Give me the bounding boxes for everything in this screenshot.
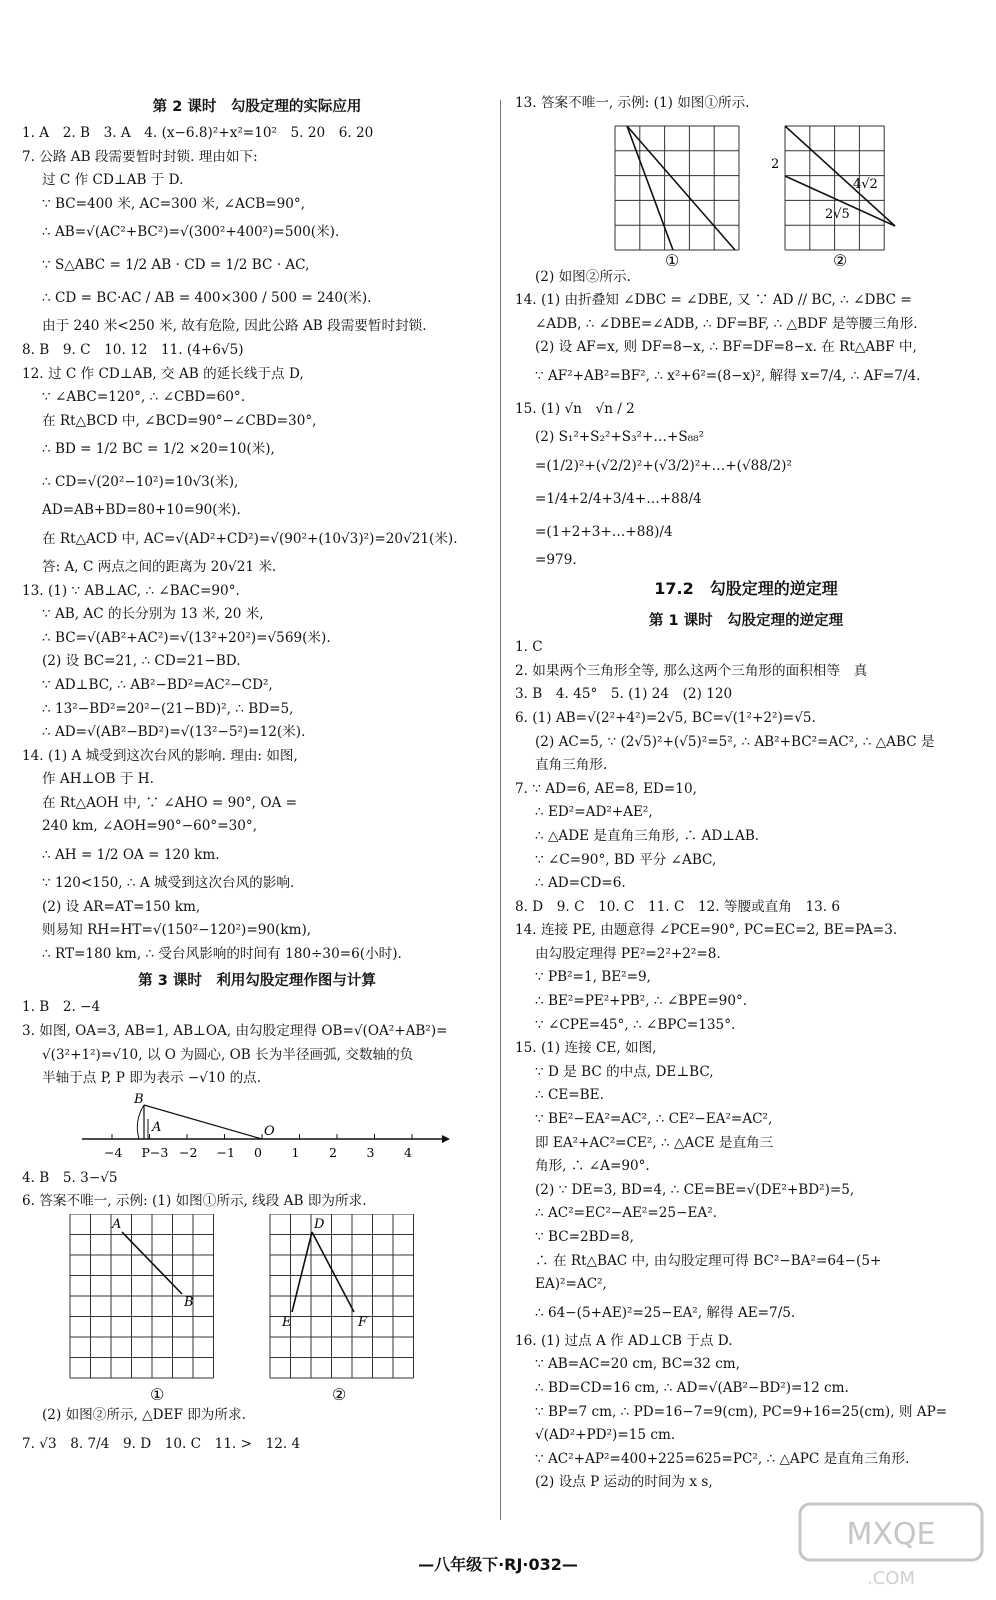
column-divider <box>500 100 501 1520</box>
answer-line: 4. B 5. 3−√5 <box>22 1169 118 1186</box>
answer-line: 240 km, ∠AOH=90°−60°=30°, <box>42 818 258 835</box>
grid-figures-left-svg <box>22 1214 492 1404</box>
answer-line: 6. (1) AB=√(2²+4²)=2√5, BC=√(1²+2²)=√5. <box>515 709 816 726</box>
answer-line: ∵ S△ABC = 1/2 AB · CD = 1/2 BC · AC, <box>42 257 310 274</box>
answer-line: √(AD²+PD²)=15 cm. <box>535 1427 676 1444</box>
answer-line: 6. 答案不唯一, 示例: (1) 如图①所示, 线段 AB 即为所求. <box>22 1193 367 1210</box>
answer-line: 8. D 9. C 10. C 11. C 12. 等腰或直角 13. 6 <box>515 898 841 915</box>
answer-line: ∵ PB²=1, BE²=9, <box>535 969 651 986</box>
answer-line: ∴ AH = 1/2 OA = 120 km. <box>42 847 220 864</box>
answer-line: ∴ BD=CD=16 cm, ∴ AD=√(AB²−BD²)=12 cm. <box>535 1379 849 1396</box>
answer-line: ∴ BC=√(AB²+AC²)=√(13²+20²)=√569(米). <box>42 629 331 646</box>
answer-line: ∴ △ADE 是直角三角形, ∴ AD⊥AB. <box>535 827 760 844</box>
answer-line: 直角三角形. <box>535 757 608 774</box>
answer-line: ∴ AB=√(AC²+BC²)=√(300²+400²)=500(米). <box>42 224 340 241</box>
answer-line: ∵ BE²−EA²=AC², ∴ CE²−EA²=AC², <box>535 1111 773 1128</box>
nl-point-o: O <box>264 1123 275 1139</box>
number-line-tick-label: 0 <box>254 1144 262 1160</box>
number-line-tick-label: 2 <box>329 1144 337 1160</box>
answer-line: 15. (1) √n √n / 2 <box>515 400 635 417</box>
answer-line: 由于 240 米<250 米, 故有危险, 因此公路 AB 段需要暂时封锁. <box>42 318 427 335</box>
answer-line: 3. B 4. 45° 5. (1) 24 (2) 120 <box>515 686 733 703</box>
section-heading: 17.2 勾股定理的逆定理 <box>654 579 838 599</box>
answer-line: ∴ CE=BE. <box>535 1087 604 1104</box>
fig-label-r1: ① <box>665 250 680 266</box>
answer-line: (2) AC=5, ∵ (2√5)²+(√5)²=5², ∴ AB²+BC²=AC², ∴ △ABC 是 <box>535 733 935 750</box>
grid-label-d: D <box>314 1217 325 1232</box>
answer-line: ∴ BE²=PE²+PB², ∴ ∠BPE=90°. <box>535 993 748 1010</box>
fig-label-2: ② <box>332 1385 347 1404</box>
number-line-figure <box>22 1091 492 1167</box>
grid-figures-right <box>515 116 977 266</box>
answer-line: 13. 答案不唯一, 示例: (1) 如图①所示. <box>515 95 750 111</box>
answer-line: AD=AB+BD=80+10=90(米). <box>42 502 241 519</box>
grid-label-2r5: 2√5 <box>825 206 850 222</box>
answer-line: 1. B 2. −4 <box>22 999 101 1016</box>
number-line-tick-label: −2 <box>179 1144 198 1160</box>
answer-line: ∴ BD = 1/2 BC = 1/2 ×20=10(米), <box>42 441 275 458</box>
answer-line: 7. 公路 AB 段需要暂时封锁. 理由如下: <box>22 148 258 165</box>
grid-label-4r2: 4√2 <box>853 176 878 192</box>
answer-line: ∴ AD=CD=6. <box>535 875 626 892</box>
answer-line: 2. 如果两个三角形全等, 那么这两个三角形的面积相等 真 <box>515 662 868 679</box>
left-column <box>22 92 492 1461</box>
answer-line: 3. 如图, OA=3, AB=1, AB⊥OA, 由勾股定理得 OB=√(OA²+AB²)= <box>22 1023 448 1040</box>
answer-line: ∵ D 是 BC 的中点, DE⊥BC, <box>535 1063 714 1080</box>
watermark-logo <box>796 1500 986 1592</box>
answer-line: ∠ADB, ∴ ∠DBE=∠ADB, ∴ DF=BF, ∴ △BDF 是等腰三角形. <box>535 315 918 332</box>
fig-label-r2: ② <box>833 250 848 266</box>
answer-line: ∵ AB=AC=20 cm, BC=32 cm, <box>535 1356 741 1373</box>
answer-line: (2) S₁²+S₂²+S₃²+…+S₈₈² <box>535 428 705 445</box>
left-text-block <box>22 92 492 1091</box>
fig-label-1: ① <box>150 1385 165 1404</box>
left-text-block-3 <box>22 1404 492 1461</box>
answer-line: (2) 如图②所示. <box>535 268 631 285</box>
answer-line: ∴ CD=√(20²−10²)=10√3(米), <box>42 474 239 491</box>
answer-line: (2) 设 AF=x, 则 DF=8−x, ∴ BF=DF=8−x. 在 Rt△ABF 中, <box>535 339 917 356</box>
number-line-svg <box>22 1091 492 1167</box>
answer-line: ∵ BP=7 cm, ∴ PD=16−7=9(cm), PC=9+16=25(cm), 则 AP= <box>535 1403 948 1420</box>
answer-line: (2) 设点 P 运动的时间为 x s, <box>535 1474 713 1491</box>
grid-label-e: E <box>282 1315 292 1330</box>
answer-line: ∵ BC=2BD=8, <box>535 1229 634 1245</box>
answer-line: 1. A 2. B 3. A 4. (x−6.8)²+x²=10² 5. 20 6. 20 <box>22 125 374 141</box>
answer-line: 13. (1) ∵ AB⊥AC, ∴ ∠BAC=90°. <box>22 582 240 599</box>
answer-line: 8. B 9. C 10. 12 11. (4+6√5) <box>22 341 244 358</box>
answer-line: ∴ 13²−BD²=20²−(21−BD)², ∴ BD=5, <box>42 700 294 717</box>
answer-line: (2) 设 BC=21, ∴ CD=21−BD. <box>42 653 241 670</box>
nl-point-a: A <box>152 1119 162 1135</box>
answer-line: ∵ ∠ABC=120°, ∴ ∠CBD=60°. <box>42 389 246 406</box>
answer-line: (2) 设 AR=AT=150 km, <box>42 898 201 915</box>
answer-line: ∴ ED²=AD²+AE², <box>535 804 653 821</box>
answer-line: 7. ∵ AD=6, AE=8, ED=10, <box>515 780 697 797</box>
answer-line: 16. (1) 过点 A 作 AD⊥CB 于点 D. <box>515 1332 733 1349</box>
section-heading: 第 3 课时 利用勾股定理作图与计算 <box>138 973 376 990</box>
answer-line: 在 Rt△ACD 中, AC=√(AD²+CD²)=√(90²+(10√3)²)=20√21(米). <box>42 530 458 547</box>
answer-line: ∵ ∠CPE=45°, ∴ ∠BPC=135°. <box>535 1016 736 1033</box>
answer-line: 角形, ∴ ∠A=90°. <box>535 1158 650 1175</box>
number-line-tick-label: −1 <box>216 1144 235 1160</box>
page-footer: —八年级下·RJ·032— <box>418 1555 578 1574</box>
answer-line: 在 Rt△BCD 中, ∠BCD=90°−∠CBD=30°, <box>42 412 317 429</box>
section-heading: 第 1 课时 勾股定理的逆定理 <box>648 613 844 630</box>
answer-line: 14. (1) A 城受到这次台风的影响. 理由: 如图, <box>22 747 298 764</box>
grid-figures-left <box>22 1214 492 1404</box>
answer-line: 过 C 作 CD⊥AB 于 D. <box>42 172 184 189</box>
answer-line: 由勾股定理得 PE²=2²+2²=8. <box>535 945 721 962</box>
grid-label-b: B <box>184 1295 194 1310</box>
answer-line: 作 AH⊥OB 于 H. <box>42 771 154 788</box>
number-line-tick-label: 4 <box>404 1144 412 1160</box>
answer-line: 7. √3 8. 7/4 9. D 10. C 11. > 12. 4 <box>22 1435 301 1452</box>
answer-line: =1/4+2/4+3/4+…+88/4 <box>535 490 702 507</box>
answer-line: ∵ BC=400 米, AC=300 米, ∠ACB=90°, <box>42 195 306 212</box>
answer-line: ∴ 在 Rt△BAC 中, 由勾股定理可得 BC²−BA²=64−(5+ <box>535 1252 882 1269</box>
answer-line: ∴ RT=180 km, ∴ 受台风影响的时间有 180÷30=6(小时). <box>42 945 402 962</box>
answer-line: 15. (1) 连接 CE, 如图, <box>515 1040 657 1057</box>
number-line-tick-label: P−3 <box>141 1144 169 1160</box>
answer-line: =979. <box>535 551 577 568</box>
answer-line: =(1/2)²+(√2/2)²+(√3/2)²+…+(√88/2)² <box>535 457 792 474</box>
answer-line: ∴ CD = BC·AC / AB = 400×300 / 500 = 240(米). <box>42 290 372 307</box>
number-line-tick-label: 1 <box>291 1144 300 1160</box>
answer-line: =(1+2+3+…+88)/4 <box>535 523 673 540</box>
answer-line: √(3²+1²)=√10, 以 O 为圆心, OB 长为半径画弧, 交数轴的负 <box>42 1046 414 1063</box>
right-column <box>515 92 977 1495</box>
number-line-tick-label: 3 <box>366 1144 375 1160</box>
grid-label-f: F <box>358 1315 368 1330</box>
answer-line: ∵ 120<150, ∴ A 城受到这次台风的影响. <box>42 875 295 892</box>
section-heading: 第 2 课时 勾股定理的实际应用 <box>152 99 362 115</box>
answer-line: ∵ AF²+AB²=BF², ∴ x²+6²=(8−x)², 解得 x=7/4, ∴ AF=7/4. <box>535 367 921 384</box>
answer-line: 12. 过 C 作 CD⊥AB, 交 AB 的延长线于点 D, <box>22 365 304 382</box>
answer-line: (2) 如图②所示, △DEF 即为所求. <box>42 1407 246 1423</box>
answer-line: ∴ 64−(5+AE)²=25−EA², 解得 AE=7/5. <box>535 1304 796 1321</box>
answer-line: 即 EA²+AC²=CE², ∴ △ACE 是直角三 <box>535 1134 774 1151</box>
grid-figures-right-svg <box>515 116 977 266</box>
answer-line: ∵ AC²+AP²=400+225=625=PC², ∴ △APC 是直角三角形. <box>535 1450 910 1467</box>
answer-line: 在 Rt△AOH 中, ∵ ∠AHO = 90°, OA = <box>42 794 298 811</box>
answer-line: 1. C <box>515 639 543 656</box>
answer-line: ∴ AC²=EC²−AE²=25−EA². <box>535 1205 717 1222</box>
answer-line: 半轴于点 P, P 即为表示 −√10 的点. <box>42 1070 262 1087</box>
nl-point-b: B <box>134 1091 144 1107</box>
answer-line: ∵ ∠C=90°, BD 平分 ∠ABC, <box>535 851 717 868</box>
grid-label-2: 2 <box>771 156 780 172</box>
number-line-tick-label: −4 <box>104 1144 123 1160</box>
answer-line: 14. (1) 由折叠知 ∠DBC = ∠DBE, 又 ∵ AD // BC, ∴ ∠DBC = <box>515 292 912 309</box>
watermark-text: MXQE <box>846 1517 936 1552</box>
answer-line: ∵ AD⊥BC, ∴ AB²−BD²=AC²−CD², <box>42 676 273 693</box>
svg-text:.COM: .COM <box>867 1568 915 1589</box>
answer-line: EA)²=AC², <box>535 1276 607 1293</box>
answer-line: 答: A, C 两点之间的距离为 20√21 米. <box>42 558 277 575</box>
answer-line: ∴ AD=√(AB²−BD²)=√(13²−5²)=12(米). <box>42 724 306 741</box>
answer-line: 则易知 RH=HT=√(150²−120²)=90(km), <box>42 922 312 939</box>
answer-line: ∵ AB, AC 的长分别为 13 米, 20 米, <box>42 606 264 623</box>
right-text-block <box>515 92 977 116</box>
grid-label-a: A <box>112 1217 122 1232</box>
answer-line: (2) ∵ DE=3, BD=4, ∴ CE=BE=√(DE²+BD²)=5, <box>535 1181 855 1198</box>
right-text-block-2 <box>515 266 977 1495</box>
answer-line: 14. 连接 PE, 由题意得 ∠PCE=90°, PC=EC=2, BE=PA=3. <box>515 922 898 939</box>
left-text-block-2 <box>22 1167 492 1214</box>
